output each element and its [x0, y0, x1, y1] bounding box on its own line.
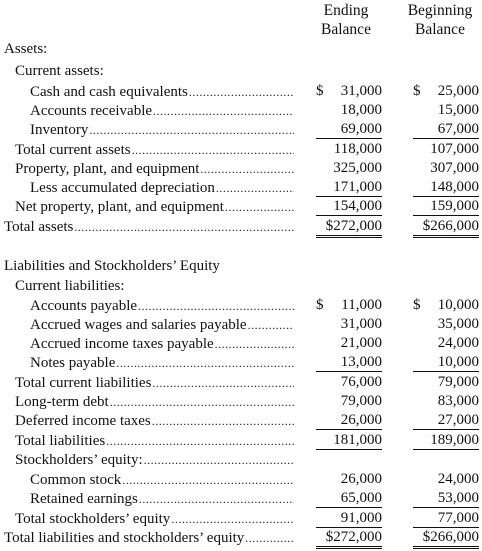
dot-leader — [122, 471, 294, 489]
row-label — [4, 529, 294, 547]
beginning-amount: 107,000 — [430, 141, 479, 157]
ending-amount: $272,000 — [325, 529, 382, 545]
statement-row — [0, 297, 482, 315]
beginning-balance-value — [413, 393, 479, 410]
statement-row — [0, 374, 482, 392]
ending-balance-value — [316, 102, 382, 119]
dot-leader — [116, 354, 294, 372]
beginning-amount: 25,000 — [437, 83, 479, 99]
dot-leader — [106, 432, 294, 450]
beginning-amount: $266,000 — [422, 529, 479, 545]
beginning-balance-value — [413, 198, 479, 216]
ending-balance-value — [316, 141, 382, 158]
statement-row — [0, 121, 482, 139]
beginning-balance-value — [413, 510, 479, 528]
beginning-amount: 83,000 — [437, 393, 479, 409]
dot-leader — [132, 141, 294, 159]
ending-balance-value — [316, 510, 382, 528]
beginning-amount: 148,000 — [430, 179, 479, 195]
row-label-text: Total current assets — [15, 142, 131, 158]
dot-leader — [200, 160, 294, 178]
ending-balance-value — [316, 198, 382, 216]
statement-row — [0, 432, 482, 450]
row-label-text: Notes payable — [30, 355, 116, 371]
statement-row — [0, 277, 482, 295]
ending-amount: 21,000 — [340, 335, 382, 351]
dot-leader — [225, 198, 294, 216]
statement-row — [0, 62, 482, 80]
row-label — [15, 141, 294, 159]
statement-row — [0, 490, 482, 508]
beginning-amount: 79,000 — [437, 374, 479, 390]
ending-balance-value — [316, 297, 382, 314]
ending-amount: 31,000 — [340, 83, 382, 99]
beginning-amount: 24,000 — [437, 471, 479, 487]
ending-balance-value — [316, 160, 382, 177]
dot-leader — [216, 179, 294, 197]
ending-amount: 18,000 — [340, 102, 382, 118]
dollar-sign: $ — [316, 83, 324, 99]
statement-row — [0, 471, 482, 489]
dot-leader — [139, 490, 294, 508]
row-label — [30, 471, 294, 489]
ending-amount: 69,000 — [340, 121, 382, 137]
dot-leader — [171, 510, 294, 528]
row-label-text: Accounts payable — [30, 298, 138, 314]
ending-amount: 325,000 — [333, 160, 382, 176]
beginning-header-line2: Balance — [415, 21, 465, 38]
dollar-sign: $ — [413, 83, 421, 99]
row-label — [15, 374, 294, 392]
beginning-header-line1: Beginning — [407, 2, 473, 19]
beginning-amount: 307,000 — [430, 160, 479, 176]
row-label-text: Retained earnings — [30, 491, 138, 507]
ending-amount: 76,000 — [340, 374, 382, 390]
beginning-balance-value — [413, 160, 479, 177]
statement-row — [0, 257, 482, 275]
statement-row — [0, 412, 482, 430]
row-label-text: Current liabilities: — [15, 278, 125, 294]
beginning-amount: 15,000 — [437, 102, 479, 118]
statement-row — [0, 335, 482, 353]
row-label — [4, 218, 294, 236]
row-label-text: Net property, plant, and equipment — [15, 199, 224, 215]
beginning-amount: 10,000 — [437, 297, 479, 313]
dot-leader — [152, 412, 294, 430]
ending-balance-value — [316, 335, 382, 352]
column-header-beginning — [398, 1, 482, 39]
dollar-sign: $ — [413, 297, 421, 313]
beginning-balance-value — [413, 83, 479, 100]
statement-row — [0, 102, 482, 120]
row-label — [15, 451, 294, 469]
beginning-amount: 27,000 — [437, 412, 479, 428]
beginning-balance-value — [413, 218, 479, 238]
statement-row — [0, 40, 482, 58]
ending-balance-value — [316, 121, 382, 139]
row-label-text: Total liabilities — [15, 433, 106, 449]
row-label-text: Inventory — [30, 122, 89, 138]
ending-balance-value — [316, 316, 382, 333]
beginning-amount: 24,000 — [437, 335, 479, 351]
row-label-text: Less accumulated depreciation — [30, 180, 215, 196]
dot-leader — [89, 121, 294, 139]
beginning-balance-value — [413, 432, 479, 450]
row-label-text: Accrued wages and salaries payable — [30, 317, 247, 333]
dot-leader — [74, 218, 294, 236]
row-label-text: Total assets — [4, 219, 74, 235]
dot-leader — [189, 83, 294, 101]
beginning-balance-value — [413, 316, 479, 333]
ending-amount: 11,000 — [341, 297, 382, 313]
ending-balance-value — [316, 218, 382, 238]
row-label-text: Total liabilities and stockholders’ equity — [4, 530, 245, 546]
row-label-text: Accounts receivable — [30, 103, 153, 119]
dot-leader — [152, 374, 294, 392]
statement-row — [0, 141, 482, 159]
row-label-text: Cash and cash equivalents — [30, 84, 188, 100]
row-label — [30, 490, 294, 508]
row-label — [4, 40, 47, 58]
beginning-balance-value — [413, 471, 479, 488]
row-label — [30, 179, 294, 197]
beginning-balance-value — [413, 141, 479, 158]
beginning-amount: 10,000 — [437, 354, 479, 370]
row-label-text: Assets: — [4, 41, 48, 57]
row-label — [15, 277, 125, 295]
beginning-amount: 35,000 — [437, 316, 479, 332]
dollar-sign: $ — [316, 297, 324, 313]
ending-amount: 118,000 — [333, 141, 382, 157]
row-label — [30, 83, 294, 101]
beginning-balance-value — [413, 179, 479, 197]
row-label-text: Total stockholders’ equity — [15, 511, 171, 527]
ending-header-line2: Balance — [321, 21, 371, 38]
ending-balance-value — [316, 529, 382, 549]
beginning-balance-value — [413, 374, 479, 391]
ending-amount: 154,000 — [333, 198, 382, 214]
ending-balance-value — [316, 490, 382, 508]
dot-leader — [248, 316, 294, 334]
ending-amount: $272,000 — [325, 218, 382, 234]
statement-row — [0, 510, 482, 528]
ending-amount: 31,000 — [340, 316, 382, 332]
statement-row — [0, 83, 482, 101]
beginning-balance-value — [413, 121, 479, 139]
beginning-balance-value — [413, 335, 479, 352]
row-label-text: Current assets: — [15, 63, 104, 79]
beginning-amount: 67,000 — [437, 121, 479, 137]
statement-row — [0, 451, 482, 469]
dot-leader — [215, 335, 294, 353]
row-label — [15, 198, 294, 216]
ending-balance-value — [316, 179, 382, 197]
statement-row — [0, 198, 482, 216]
dot-leader — [153, 102, 294, 120]
beginning-amount: 77,000 — [437, 510, 479, 526]
row-label — [15, 432, 294, 450]
dot-leader — [110, 393, 294, 411]
row-label-text: Property, plant, and equipment — [15, 161, 200, 177]
ending-amount: 91,000 — [340, 510, 382, 526]
statement-row — [0, 354, 482, 372]
ending-balance-value — [316, 374, 382, 391]
ending-balance-value — [316, 432, 382, 450]
dot-leader — [245, 529, 294, 547]
row-label-text: Stockholders’ equity: — [15, 452, 143, 468]
row-label — [30, 102, 294, 120]
statement-row — [0, 529, 482, 547]
ending-amount: 13,000 — [340, 354, 382, 370]
statement-row — [0, 316, 482, 334]
ending-header-line1: Ending — [323, 2, 369, 19]
statement-row — [0, 179, 482, 197]
row-label — [30, 316, 294, 334]
ending-amount: 26,000 — [340, 412, 382, 428]
ending-amount: 26,000 — [340, 471, 382, 487]
ending-amount: 79,000 — [340, 393, 382, 409]
statement-row — [0, 218, 482, 236]
row-label — [15, 510, 294, 528]
row-label-text: Common stock — [30, 472, 122, 488]
beginning-amount: 53,000 — [437, 490, 479, 506]
beginning-balance-value — [413, 297, 479, 314]
beginning-balance-value — [413, 102, 479, 119]
row-label — [4, 257, 220, 275]
row-label-text: Deferred income taxes — [15, 413, 151, 429]
row-label-text: Long-term debt — [15, 394, 109, 410]
beginning-amount: 159,000 — [430, 198, 479, 214]
beginning-balance-value — [413, 354, 479, 372]
ending-amount: 181,000 — [333, 432, 382, 448]
row-label-text: Liabilities and Stockholders’ Equity — [4, 258, 220, 274]
row-label-text: Total current liabilities — [15, 375, 152, 391]
row-label — [30, 297, 294, 315]
beginning-amount: $266,000 — [422, 218, 479, 234]
ending-balance-value — [316, 83, 382, 100]
statement-row — [0, 160, 482, 178]
statement-row — [0, 393, 482, 411]
row-label — [30, 354, 294, 372]
dot-leader — [138, 297, 294, 315]
row-label — [30, 335, 294, 353]
row-label — [15, 62, 104, 80]
beginning-amount: 189,000 — [430, 432, 479, 448]
ending-balance-value — [316, 393, 382, 410]
column-header-ending — [310, 1, 382, 39]
ending-balance-value — [316, 471, 382, 488]
row-label — [15, 393, 294, 411]
row-label — [30, 121, 294, 139]
row-label-text: Accrued income taxes payable — [30, 336, 214, 352]
row-label — [15, 412, 294, 430]
ending-amount: 65,000 — [340, 490, 382, 506]
ending-amount: 171,000 — [333, 179, 382, 195]
beginning-balance-value — [413, 412, 479, 430]
row-label — [15, 160, 294, 178]
dot-leader — [144, 451, 294, 469]
ending-balance-value — [316, 412, 382, 430]
beginning-balance-value — [413, 529, 479, 549]
beginning-balance-value — [413, 490, 479, 508]
ending-balance-value — [316, 354, 382, 372]
